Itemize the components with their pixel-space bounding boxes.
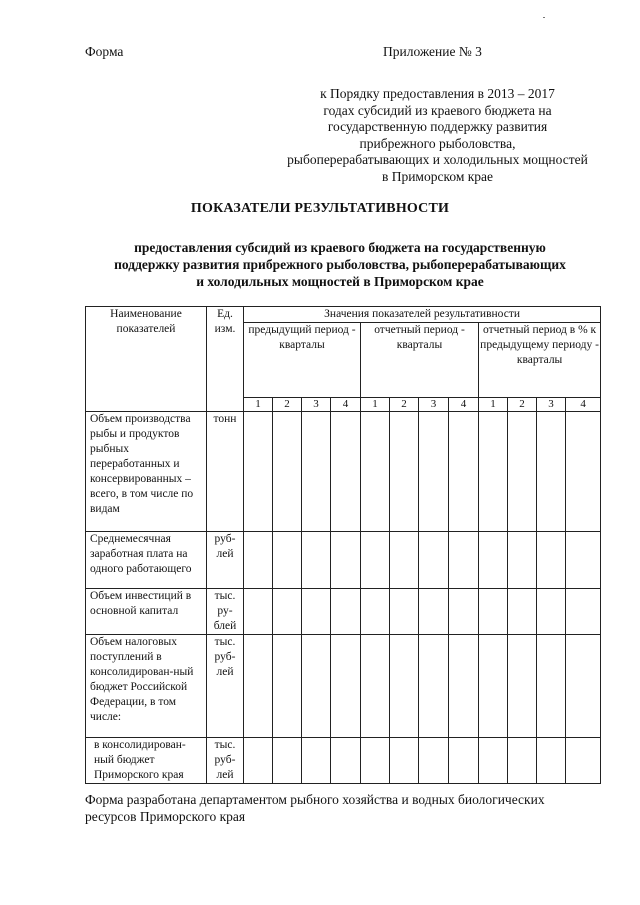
table-row: [86, 412, 601, 532]
quarter-number: 2: [390, 398, 419, 412]
value-cell: [244, 412, 273, 532]
value-cell: [390, 412, 419, 532]
quarter-number: 4: [449, 398, 479, 412]
value-cell: [537, 532, 566, 589]
header-indicator-name: Наименование показателей: [86, 307, 207, 412]
value-cell: [449, 589, 479, 635]
value-cell: [449, 635, 479, 738]
value-cell: [566, 738, 601, 784]
header-percent-period: отчетный период в % к предыдущему периоду - кварталы: [479, 323, 601, 398]
value-cell: [273, 738, 302, 784]
value-cell: [361, 589, 390, 635]
quarter-number: 2: [508, 398, 537, 412]
form-label: Форма: [85, 44, 124, 59]
value-cell: [302, 412, 331, 532]
appendix-label: Приложение № 3: [383, 44, 482, 59]
quarter-number: 3: [419, 398, 449, 412]
table-row: [86, 532, 601, 589]
document-title: ПОКАЗАТЕЛИ РЕЗУЛЬТАТИВНОСТИ: [190, 201, 450, 216]
value-cell: [331, 589, 361, 635]
footer-line: ресурсов Приморского края: [85, 809, 246, 824]
value-cell: [331, 532, 361, 589]
value-cell: [537, 412, 566, 532]
table-row: [86, 738, 601, 784]
value-cell: [302, 738, 331, 784]
value-cell: [244, 532, 273, 589]
prefix-line: государственную поддержку развития: [327, 119, 548, 134]
table-row: [86, 589, 601, 635]
quarter-number: 1: [361, 398, 390, 412]
quarter-number: 4: [331, 398, 361, 412]
subtitle-line: предоставления субсидий из краевого бюджета на государственную: [134, 240, 546, 255]
appendix-reference: [240, 86, 635, 185]
value-cell: [508, 589, 537, 635]
value-cell: [273, 532, 302, 589]
table-row: [86, 635, 601, 738]
quarter-number: 1: [479, 398, 508, 412]
value-cell: [302, 589, 331, 635]
indicator-name: Объем производства рыбы и продуктов рыбных переработанных и консервированных – всего, в том числе по видам: [86, 412, 207, 532]
value-cell: [244, 738, 273, 784]
value-cell: [508, 635, 537, 738]
value-cell: [273, 412, 302, 532]
quarter-number: 3: [302, 398, 331, 412]
value-cell: [390, 532, 419, 589]
value-cell: [361, 635, 390, 738]
indicator-name: в консолидирован-ный бюджет Приморского края: [86, 738, 207, 784]
value-cell: [331, 635, 361, 738]
indicator-unit: тонн: [207, 412, 244, 532]
quarter-number: 3: [537, 398, 566, 412]
value-cell: [566, 532, 601, 589]
indicators-table: [85, 306, 601, 784]
indicator-name: Объем налоговых поступлений в консолидирован-ный бюджет Российской Федерации, в том числе:: [86, 635, 207, 738]
subtitle-line: поддержку развития прибрежного рыболовства, рыбоперерабатывающих: [114, 257, 566, 272]
quarter-number: 1: [244, 398, 273, 412]
value-cell: [566, 589, 601, 635]
value-cell: [390, 738, 419, 784]
value-cell: [390, 589, 419, 635]
indicator-unit: тыс. ру-блей: [207, 589, 244, 635]
indicator-name: Объем инвестиций в основной капитал: [86, 589, 207, 635]
value-cell: [508, 738, 537, 784]
value-cell: [302, 635, 331, 738]
value-cell: [566, 412, 601, 532]
value-cell: [361, 532, 390, 589]
scan-speck: [543, 17, 545, 18]
header-values: Значения показателей результативности: [244, 307, 601, 323]
value-cell: [479, 589, 508, 635]
value-cell: [361, 412, 390, 532]
value-cell: [537, 589, 566, 635]
value-cell: [479, 412, 508, 532]
value-cell: [537, 738, 566, 784]
prefix-line: рыбоперерабатывающих и холодильных мощностей: [287, 152, 588, 167]
value-cell: [244, 635, 273, 738]
footer-line: Форма разработана департаментом рыбного хозяйства и водных биологических: [85, 792, 545, 807]
indicator-unit: руб-лей: [207, 532, 244, 589]
indicator-unit: тыс. руб-лей: [207, 738, 244, 784]
value-cell: [537, 635, 566, 738]
document-subtitle: [80, 239, 600, 290]
quarter-number: 2: [273, 398, 302, 412]
value-cell: [331, 738, 361, 784]
value-cell: [449, 412, 479, 532]
value-cell: [566, 635, 601, 738]
value-cell: [244, 589, 273, 635]
value-cell: [419, 589, 449, 635]
value-cell: [390, 635, 419, 738]
value-cell: [419, 738, 449, 784]
value-cell: [449, 738, 479, 784]
prefix-line: к Порядку предоставления в 2013 – 2017: [320, 86, 555, 101]
footer-note: [85, 791, 625, 825]
quarter-number: 4: [566, 398, 601, 412]
header-unit: Ед. изм.: [207, 307, 244, 412]
value-cell: [508, 532, 537, 589]
value-cell: [508, 412, 537, 532]
header-previous-period: предыдущий период - кварталы: [244, 323, 361, 398]
prefix-line: прибрежного рыболовства,: [359, 135, 516, 151]
value-cell: [449, 532, 479, 589]
value-cell: [331, 412, 361, 532]
value-cell: [419, 532, 449, 589]
value-cell: [479, 635, 508, 738]
value-cell: [273, 635, 302, 738]
subtitle-line: и холодильных мощностей в Приморском крае: [196, 274, 484, 289]
value-cell: [419, 635, 449, 738]
value-cell: [361, 738, 390, 784]
header-reporting-period: отчетный период - кварталы: [361, 323, 479, 398]
indicator-name: Среднемесячная заработная плата на одного работающего: [86, 532, 207, 589]
prefix-line: годах субсидий из краевого бюджета на: [323, 102, 552, 118]
value-cell: [479, 738, 508, 784]
value-cell: [479, 532, 508, 589]
value-cell: [302, 532, 331, 589]
value-cell: [273, 589, 302, 635]
value-cell: [419, 412, 449, 532]
indicator-unit: тыс. руб-лей: [207, 635, 244, 738]
prefix-line: в Приморском крае: [381, 168, 494, 184]
